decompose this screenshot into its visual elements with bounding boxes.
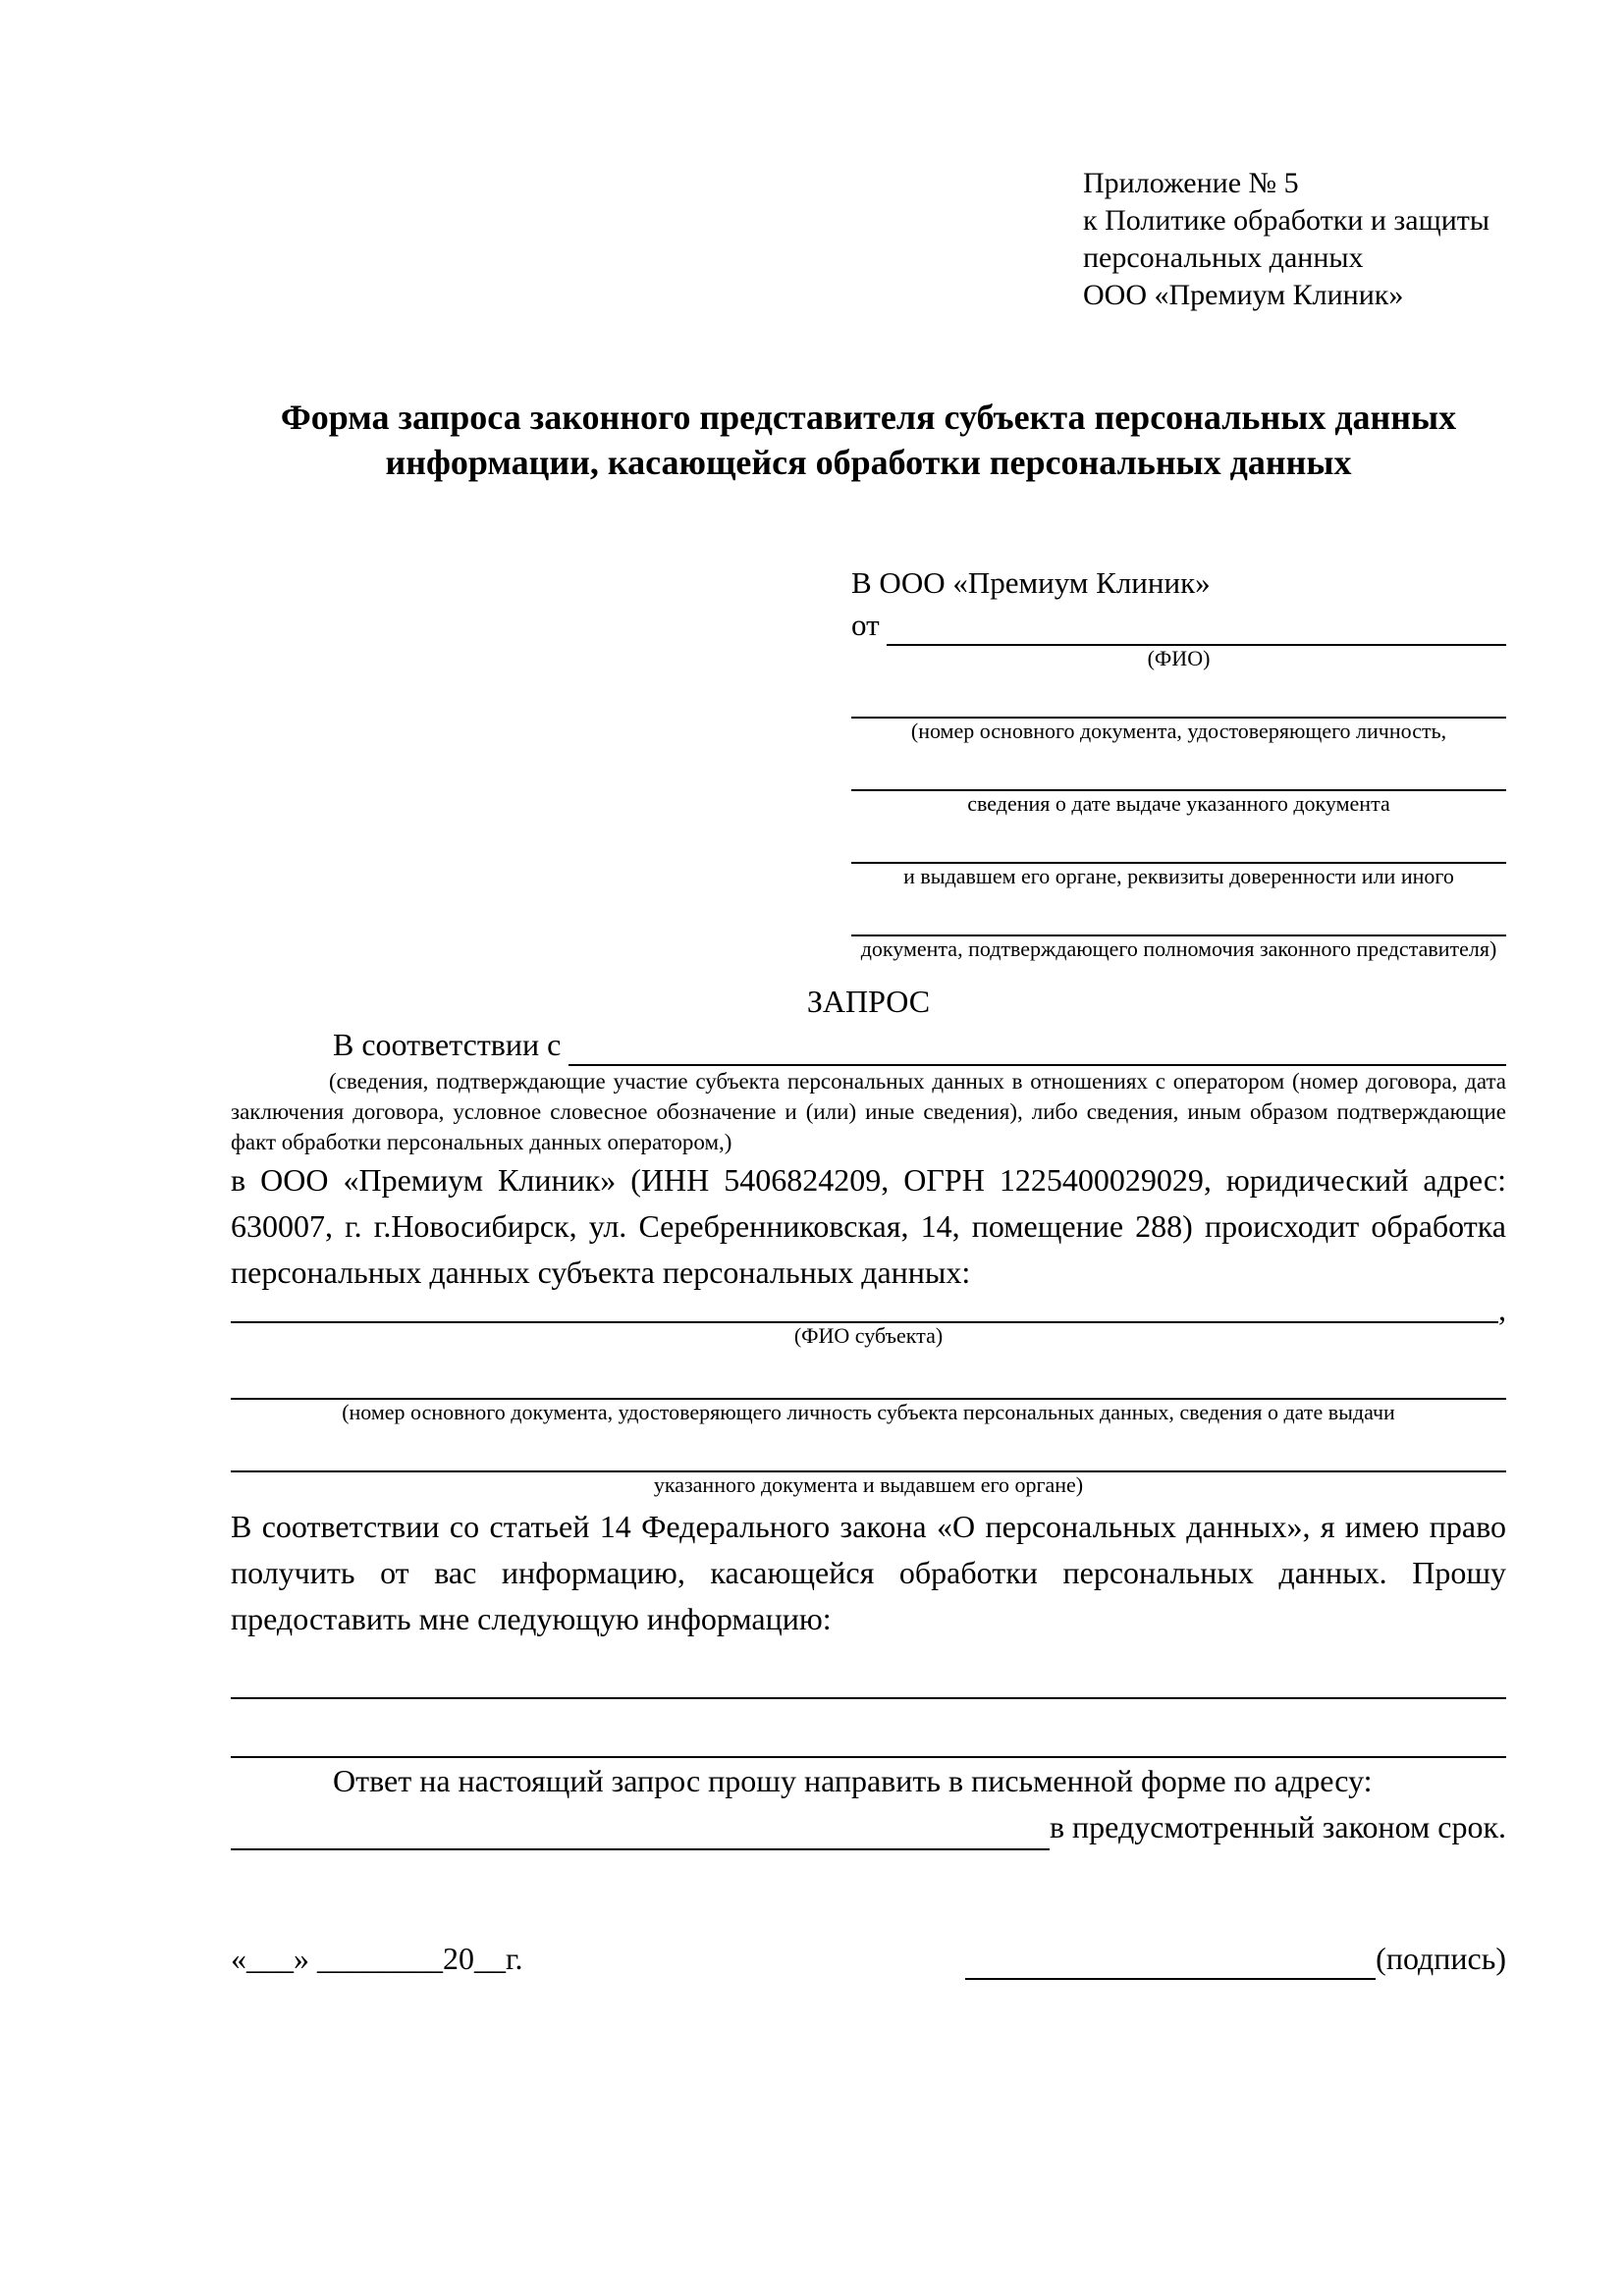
reply-address-blank-field [231, 1817, 1050, 1850]
requested-info-blank-field [231, 1670, 1506, 1699]
doc-authority-blank-field [851, 895, 1506, 936]
recipient-line: В ООО «Премиум Клиник» [851, 565, 1211, 600]
accordance-fine-print: (сведения, подтверждающие участие субъекта персональных данных в отношениях с оператором (номер договора, дата заключения договора, условное словесное обозначение и (или) иные сведения), либо сведения, иным образом подтверждающие факт обработки персональных данных оператором,) [231, 1069, 1506, 1154]
appendix-block [1083, 165, 1506, 314]
signature-blank-field [965, 1947, 1376, 1980]
doc-issuer-blank-field [851, 823, 1506, 864]
doc-caption: и выдавшем его органе, реквизиты доверенности или иного [903, 864, 1454, 888]
requested-info-blank-field [231, 1713, 1506, 1758]
doc-caption: (номер основного документа, удостоверяющего личность, [910, 719, 1447, 743]
page-title-line: информации, касающейся обработки персональных данных [385, 443, 1352, 482]
from-label: от [851, 608, 888, 642]
request-heading: ЗАПРОС [806, 984, 931, 1019]
accordance-blank-field [568, 1031, 1506, 1066]
appendix-line: персональных данных [1083, 241, 1364, 274]
footer [231, 1937, 1506, 1980]
subject-fio-row [231, 1292, 1506, 1327]
subject-fio-caption: (ФИО субъекта) [793, 1323, 944, 1348]
appendix-line: Приложение № 5 [1083, 167, 1299, 199]
subject-fio-comma: , [1498, 1292, 1506, 1327]
from-row [851, 604, 1506, 646]
accordance-row [231, 1023, 1506, 1066]
subject-doc-issuer-blank-field [231, 1431, 1506, 1472]
doc-caption: сведения о дате выдаче указанного документа [967, 791, 1390, 816]
subject-doc-caption: указанного документа и выдавшем его органе) [653, 1472, 1084, 1497]
appendix-line: ООО «Премиум Клиник» [1083, 279, 1404, 311]
page-title-line: Форма запроса законного представителя субъекта персональных данных [280, 398, 1457, 437]
addressee-block [851, 561, 1506, 962]
appendix-line: к Политике обработки и защиты [1083, 204, 1490, 237]
fio-caption: (ФИО) [1147, 646, 1211, 670]
subject-doc-blank-field [231, 1355, 1506, 1400]
subject-doc-caption: (номер основного документа, удостоверяющего личность субъекта персональных данных, сведения о дате выдачи [342, 1400, 1395, 1424]
doc-date-blank-field [851, 750, 1506, 791]
subject-fio-blank-field [231, 1300, 1498, 1323]
signature-group [965, 1937, 1506, 1980]
law-paragraph: В соответствии со статьей 14 Федерального закона «О персональных данных», я имею право получить от вас информацию, касающейся обработки персональных данных. Прошу предоставить мне следующую информацию: [231, 1509, 1506, 1636]
page-title [231, 395, 1506, 485]
doc-number-blank-field [851, 677, 1506, 719]
reply-address-row [231, 1804, 1506, 1850]
accordance-label: В соответствии с [333, 1027, 569, 1062]
date-field: «___» ________20__г. [231, 1941, 523, 1976]
doc-caption: документа, подтверждающего полномочия законного представителя) [860, 936, 1497, 961]
reply-paragraph-tail: в предусмотренный законом срок. [1049, 1809, 1506, 1844]
reply-paragraph: Ответ на настоящий запрос прошу направить в письменной форме по адресу: [333, 1763, 1373, 1798]
fio-blank-field [887, 611, 1506, 646]
operator-paragraph: в ООО «Премиум Клиник» (ИНН 5406824209, ОГРН 1225400029029, юридический адрес: 630007, г. г.Новосибирск, ул. Серебренниковская, 14, помещение 288) происходит обработка персональных данных субъекта персональных данных: [231, 1162, 1506, 1290]
signature-caption: (подпись) [1376, 1941, 1506, 1976]
